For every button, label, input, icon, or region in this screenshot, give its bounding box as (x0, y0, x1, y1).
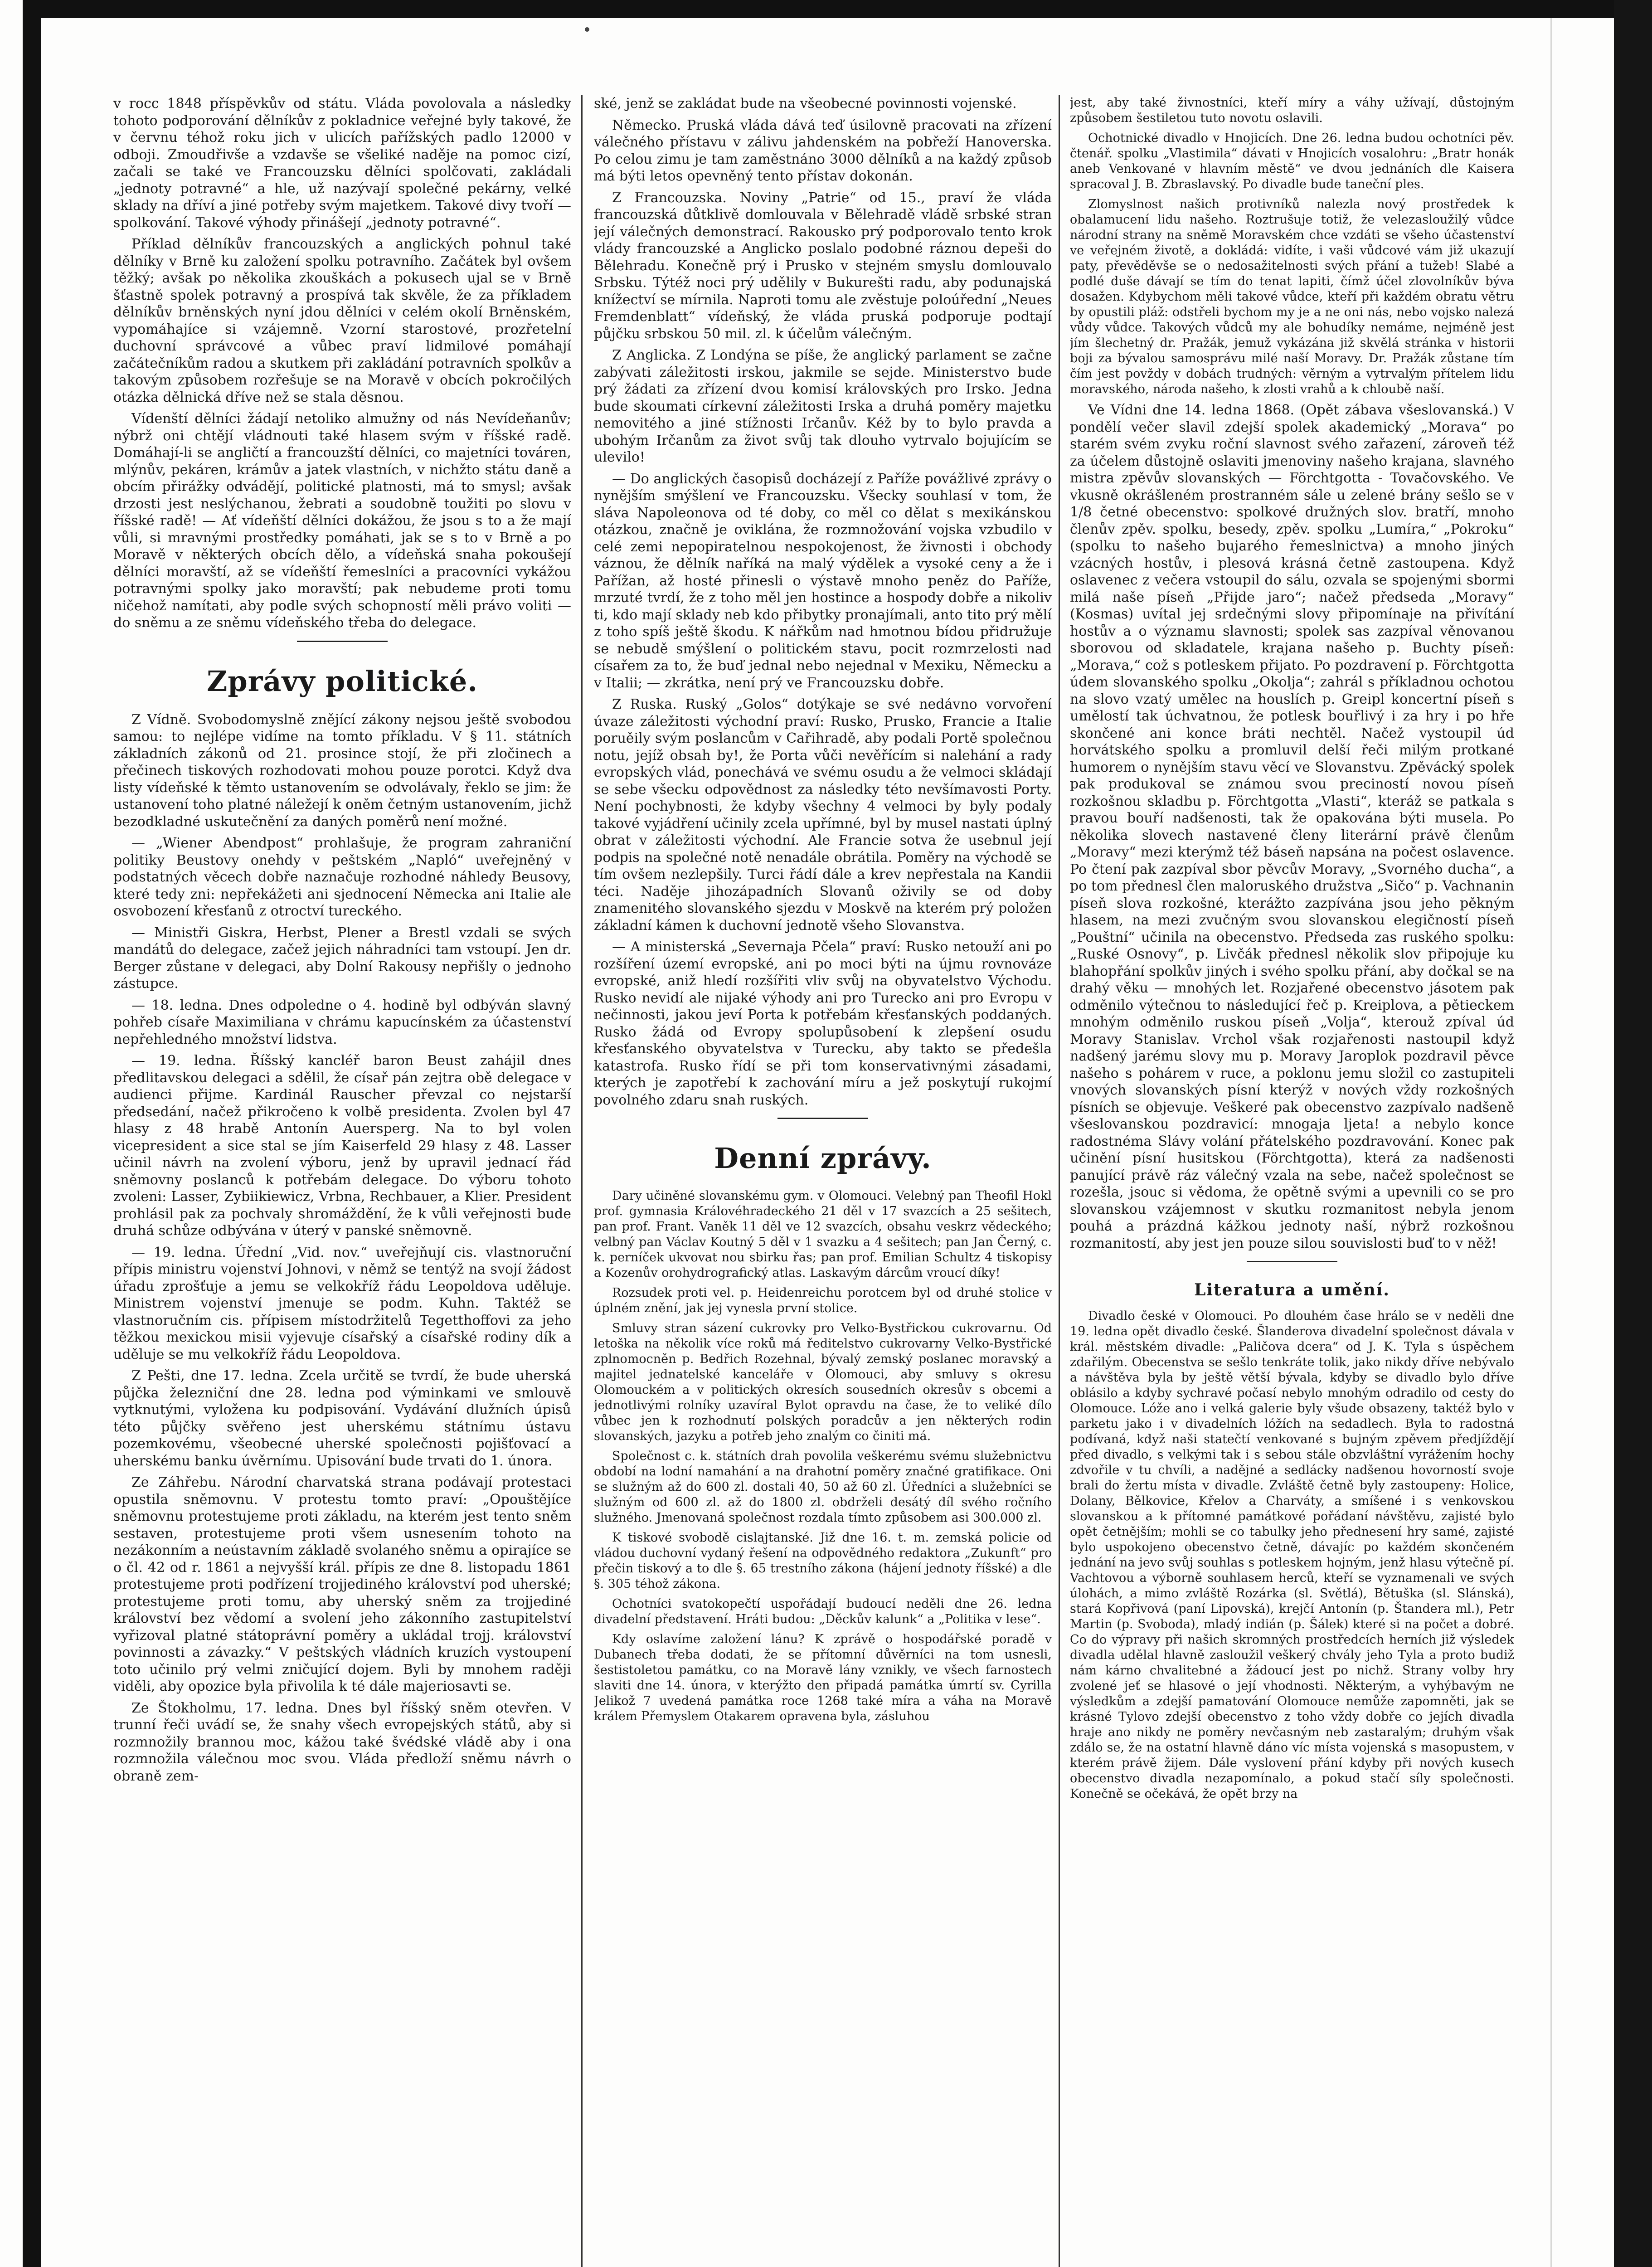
article-paragraph: Z Francouzska. Noviny „Patrie“ od 15., praví že vláda francouzská důtklivě domlouvala v Bělehradě vládě srbské stran její válečných demonstrací. Rakousko prý podporovalo tento krok vlády francouzské a Anglicko poslalo podobné ráznou depeši do Bělehradu. Konečně prý i Prusko v stejném smyslu domlouvalo Srbsku. Týtéž noci prý udělily v Bukurešti radu, aby podunajská knížectví se mírnila. Naproti tomu ale zvěstuje poloúřední „Neues Fremdenblatt“ vídeňský, že vláda pruská podporuje podtají půjčku srbskou 50 mil. zl. k účelům válečným. (594, 190, 1052, 342)
article-paragraph: Společnost c. k. státních drah povolila veškerému svému služebnictvu období na lodní namahání a na drahotní poměry značné gratifikace. Oni se služným až do 600 zl. dostali 40, 50 až 60 zl. Úředníci a služebníci se služným od 600 zl. až do 1800 zl. obdrželi desátý díl svého ročního služného. Jmenovaná společnost rozdala tímto způsobem asi 300.000 zl. (594, 1449, 1052, 1525)
page-margin (1523, 18, 1614, 2267)
article-paragraph: Ze Štokholmu, 17. ledna. Dnes byl říšský sněm otevřen. V trunní řeči uvádí se, že snahy všech evropejských států, aby si rozmnožily brannou moc, kážou také švédské vládě aby i ona rozmnožila válečnou moc svou. Vláda předloží sněmu návrh o obraně zem- (113, 1700, 571, 1784)
section-divider (297, 641, 388, 642)
article-paragraph: Dary učiněné slovanskému gym. v Olomouci. Velebný pan Theofil Hokl prof. gymnasia Královéhradeckého 21 děl v 17 svazcích a 25 sešitech, pan prof. Frant. Vaněk 11 děl ve 12 svazcích, obsahu veskrz vědeckého; velbný pan Václav Koutný 5 děl v 1 svazku a 4 sešitech; pan Jan Černý, c. k. perníček ukvovat nou sbirku řas; pan prof. Emilian Schultz 4 tiskopisy a Kozenův orohydrografický atlas. Laskavým dárcům vroucí díky! (594, 1189, 1052, 1280)
column-rule-1 (581, 95, 583, 2267)
article-paragraph: v rocc 1848 příspěvkův od státu. Vláda povolovala a následky tohoto podporování dělníkův z pokladnice veřejné byly takové, že v červnu téhož roku jich v ulicích pařížských padlo 12000 v odboji. Zmoudřivše a vzdavše se všeliké naděje na pomoc cizí, začali se také ve Francouzsku dělníci spolčovati, zakládali „jednoty potravné“ a hle, už nazývají společné pekárny, velké sklady na dříví a jiné potřeby svým majetkem. Takové divy tvoří — spolkování. Takové výhody přinášejí „jednoty potravné“. (113, 96, 571, 231)
scan-border-left (23, 0, 41, 2267)
article-paragraph: Rozsudek proti vel. p. Heidenreichu porotcem byl od druhé stolice v úplném znění, jak jej vynesla první stolice. (594, 1286, 1052, 1315)
section-divider (1247, 1261, 1337, 1262)
article-paragraph: Z Ruska. Ruský „Golos“ dotýkaje se své nedávno vorvoření úvaze záležitosti východní praví: Rusko, Prusko, Francie a Italie poruěily svým poslancům v Cařihradě, aby podali Portě společnou notu, jejíž obsah by!, že Porta vůči nevěřícím si nalehání a rady evropských vlád, ponechává ve svému osudu a že velmoci skládají se sebe všecku odpovědnost za následky této nevšímavosti Porty. Není pochybnosti, že kdyby všechny 4 velmoci by byly podaly takové vyjádření učinily zcela upřímné, byl by musel nastati úplný obrat v záležitosti východní. Ale Francie sotva že usebnul její podpis na společné notě nenadále obrátila. Poměry na východě se tím ovšem nezlepšily. Turci řádí dále a krev nepřestala na Kandii téci. Naděje jihozápadních Slovanů oživily se od doby znamenitého slovanského sjezdu v Moskvě na kterém prý položen základní kámen k duchovní jednotě všeho Slovanstva. (594, 696, 1052, 934)
article-paragraph: Německo. Pruská vláda dává teď úsilovně pracovati na zřízení válečného přístavu v zálivu jahdenském na pobřeží Hanoverska. Po celou zimu je tam zaměstnáno 3000 dělníků a na každý způsob má býti letos opevněný tento přístav dokonán. (594, 117, 1052, 184)
article-paragraph: — 19. ledna. Říšský kancléř baron Beust zahájil dnes předlitavskou delegaci a sdělil, že císař pán zejtra obě delegace v audienci přijme. Kardinál Rauscher převzal co nejstarší předsedání, načež přikročeno k volbě presidenta. Zvolen byl 47 hlasy z 48 hrabě Antonín Auersperg. Na to byl volen vicepresident a sice stal se jím Kaiserfeld 29 hlasy z 48. Lasser učinil návrh na zvolení výboru, jenž by upravil jednací řád sněmovny poslanců k potřebám delegace. Do výboru tohoto zvoleni: Lasser, Zybiikiewicz, Vrbna, Rechbauer, a Klier. President prohlásil pak za pochvaly shromáždění, že k vůli veřejnosti bude druhá schůze odbývána v úterý v panské sněmovně. (113, 1053, 571, 1239)
section-heading-daily-news: Denní zprávy. (714, 1142, 932, 1175)
article-paragraph: — 18. ledna. Dnes odpoledne o 4. hodině byl odbýván slavný pohřeb císaře Maximiliana v chrámu kapucínském za účastenství nepřehledného množství lidstva. (113, 997, 571, 1047)
article-paragraph: Ze Záhřebu. Národní charvatská strana podávají protestaci opustila sněmovnu. V protestu tomto praví: „Opouštějíce sněmovnu protestujeme proti základu, na kterém jest tento sněm sestaven, protestujeme proti všem usnesením tohoto na nezákonním a neústavním základě svolaného sněmu a opirajíce se o čl. 42 od r. 1861 a nejvyšší král. přípis ze dne 8. listopadu 1861 protestujeme proti podřízení trojjediného království pod uherské; protestujeme proti tomu, aby uherský sněm za trojjediné království bez vědomí a svolení jeho zákonního zastupitelství vyřizoval platné státoprávní poměry a ukládal trojj. království povinnosti a závazky.“ V peštských vládních kruzích vystoupení toto učinilo prý velmi zničující dojem. Byli by mnohem raději viděli, aby opozice byla přivolila k té dále majeriosavti se. (113, 1474, 571, 1694)
article-paragraph: Ve Vídni dne 14. ledna 1868. (Opět zábava všeslovanská.) V pondělí večer slavil zdejší spolek akademický „Morava“ po starém svém zvyku roční slavnost svého zařazení, zároveň též za účelem důstojně oslaviti jmenoviny našeho krajana, slavného mistra zpěvův slovanských — Förchtgotta - Tovačovského. Ve vkusně okrášleném prostranném sále u zelené brány sešlo se v 1/8 četné obecenstvo: spolkové družných slov. bratří, mnoho členův zpěv. spolku, besedy, zpěv. spolku „Lumíra,“ „Pokroku“ (spolku to našeho bujarého řemeslnictva) a mnoho jiných vzácných hostův, i plesová krásná četně zastoupena. Když oslavenec z večera vstoupil do sálu, ozvala se spojenými sbormi milá naše píseň „Přijde jaro“; načež předseda „Moravy“ (Kosmas) uvítal jej srdečnými slovy připomínaje na přivítání hostův a o významu slavnosti; spolek sas zazpíval věnovanou sborovou od skladatele, krajana našeho p. Buchty píseň: „Morava,“ což s potleskem přijato. Po pozdravení p. Förchtgotta údem slovanského spolku „Okolja“; zahrál s příkladnou ochotou na slovo vzatý umělec na houslích p. Greipl koncertní píseň s umělostí tak úchvatnou, že potlesk bouřlivý i za hry i po hře skončené ani konce bráti nechtěl. Načež vystoupil úd horvátského spolku a promluvil delší řeči milým protkané humorem o nynějším stavu věcí ve Slovanstvu. Zpěvácký spolek pak produkoval se známou svou preciností novou píseň rozkošnou skladbu p. Förchtgotta „Vlasti“, kteráž se patkala s pravou bouří nadšenosti, tak že opakována býti musela. Po několika slovech nastavené členy literární právě členům „Moravy“ mezi kterýmž též báseň napsána na počest oslavence. Po čtení pak zazpíval sbor pěvcův Moravy, „Svorného ducha“, a po tom přednesl člen maloruského družstva „Sičo“ p. Vachnanin píseň slova rozkošné, kterážto zazpívána jsou jeho pěkným hlasem, na mezi zvučným svou slovanskou elegičností píseň „Pouštní“ učinila na obecenstvo. Předseda zas ruského spolku: „Ruské Osnovy“, p. Livčák přednesl několik slov připojuje ku blahopřání spolkův jiných i svého spolku přání, aby dočkal se na drahý věku — mnohých let. Rozjařené obecenstvo jásotem pak odměnilo výtečnou to následující řeč p. Kreiplova, a pětieckem mnohým odměnilo ruskou píseň „Volja“, kterouž zpíval úd Moravy Stanislav. Vrchol však rozjařenosti nastoupil když nadšený jarému slovy mu p. Moravy Jaroplok pozdravil pěvce našeho s pohárem v ruce, a poklonu jemu složil co zastupiteli vnových slovanských písní kterýž v nových vždy rozkošných písních se objevuje. Veškeré pak obecenstvo zazpívalo nadšeně všeslovanskou pozdravicí: mnogaja ljeta! a nebylo konce radostnéma Slávy volání přátelského pozdravování. Konec pak učinění písní husitskou (Förchtgotta), která za nadšenosti panující právě ráz válečný vzala na sebe, načež společnost se rozešla, jsouc si vědoma, že opětně svými a upevnili co se pro slovanskou vzájemnost v skutku rozmanitost nebyla jenom pouhá a prázdná kážkou jednoty naší, nýbrž rozkošnou rozmanitostí, aby jest jen pouze silou souvislosti buď to v něž! (1070, 402, 1514, 1251)
article-paragraph: — 19. ledna. Úřední „Vid. nov.“ uveřejňují cis. vlastnoruční přípis ministru vojenství Johnovi, v němž se tentýž na svojí žádost úřadu zprošťuje a jemu se velkokříž řádu Leopoldova uděluje. Ministrem vojenství jmenuje se podm. Kuhn. Taktéž se vlastnoručním cis. přípisem místodržitelů Tegetthoffovi za jeho těžkou mexickou misii vyjevuje císařský a císařské rodiny dík a uděluje se mu velkokříž řádu Leopoldova. (113, 1244, 571, 1362)
article-paragraph: jest, aby také živnostníci, kteří míry a váhy užívají, důstojným způsobem šestiletou tuto novotu oslavili. (1070, 96, 1514, 125)
article-paragraph: Z Vídně. Svobodomyslně znějící zákony nejsou ještě svobodou samou: to nejlépe vidíme na tomto příkladu. V § 11. státních základních zákonů od 21. prosince stojí, že při zločinech a přečinech tiskových rozhodovati mohou pouze porotci. Když dva listy vídeňské k těmto ustanovením se odvolávaly, řeklo se jim: že ustanovení toho platné náležejí k oněm četným ustanovením, jichž bezodkladné uskutečnění za daných poměrů není možné. (113, 711, 571, 830)
section-heading-literature: Literatura a umění. (1194, 1280, 1390, 1299)
article-paragraph: ské, jenž se zakládat bude na všeobecné povinnosti vojenské. (594, 96, 1017, 112)
scan-border-top (23, 0, 1646, 18)
article-paragraph: — Do anglických časopisů docházejí z Paříže povážlivé zprávy o nynějším smýšlení ve Francouzsku. Všecky souhlasí v tom, že sláva Napoleonova od té doby, co měl co dělat s mexikánskou otázkou, značně je oviklána, že rozmnožování vojska vzbudilo v celé zemi nepopiratelnou nespokojenost, že živnosti i obchody váznou, že dělník naříká na malý výdělek a vysoké ceny a že i Pařížan, až hosté přinesli o výstavě mnoho peněz do Paříže, mrzuté tvrdí, že z toho měl jen hostince a hospody dobře a nikoliv ti, kdo mají sklady neb kdo přibytky pronajímali, anto tito prý mělí z toho spíš ještě škodu. K nářkům nad hmotnou bídou přidružuje se nebudě smýšlení o politickém stavu, pocit rozmrzelosti nad císařem za to, že buď jednal nebo nejednal v Mexiku, Německu a v Italii; — zkrátka, není prý ve Francouzsku dobře. (594, 471, 1052, 691)
scan-border-right (1614, 0, 1652, 2267)
ink-dot (585, 27, 589, 32)
article-paragraph: Smluvy stran sázení cukrovky pro Velko-Bystřickou cukrovarnu. Od letoška na několik více roků má ředitelstvo cukrovarny Velko-Bystřické zplnomocněn p. Bedřich Rozehnal, bývalý zemský poslanec moravský a majitel jednatelské kanceláře v Olomouci, aby smluvy s okresu Olomouckém a v politických okresích sousedních okresův s obcemi a jednotlivými rolníky uzavíral Bylot opravdu na čase, že to veliké dílo vůbec jen k rozhodnutí polských poradcův a jen některých rodin slovanských, jazyku a potřeb jeho znalým co činiti má. (594, 1321, 1052, 1443)
article-paragraph: Příklad dělníkův francouzských a anglických pohnul také dělníky v Brně ku založení spolku potravního. Začátek byl ovšem těžký; avšak po několika zkouškách a pokusech ujal se v Brně šťastně spolek potravný a prospívá tak skvěle, že za příkladem dělníkův brněnských nyní jdou dělníci v celém okolí Brněnském, vypomáhajíce si vzájemně. Vzorní starostové, prozřetelní duchovní správcové a vůbec praví lidmilové pomáhají začátečníkům radou a skutkem při zakládání potravních spolkův a takovým způsobem rozřešuje se na Moravě v obcích pokročilých otázka dělnická dříve než se stala děsnou. (113, 236, 571, 405)
article-paragraph: Zlomyslnost našich protivníků nalezla nový prostředek k obalamucení lidu našeho. Roztrušuje totiž, že velezasloužilý vůdce národní strany na sněmě Moravském chce vzdáti se všeho účastenství ve veřejném životě, a dokládá: vidíte, i vaši vůdcové vám již ukazují paty, převěděvše se o nedosažitelnosti svých přání a tužeb! Slabé a podlé duše dávají se tím do tenat lapiti, čímž účel zlovolníkův býva dosažen. Kdybychom měli takové vůdce, kteří při každém obratu větru by opustili pláž: odstřeli bychom my je a ne oni nás, nebo vojsko nalezá vůdy vůdce. Takových vůdců my ale bohudíky nemáme, nejméně jest jím šlechetný dr. Pražák, jemuž vykázána již skvělá stránka v historii boji za bývalou samosprávu milé naší Moravy. Dr. Pražák zůstane tím čím jest povždy v dobách trudných: věrným a vytrvalým přítelem lidu moravského, národa našeho, k zlosti vrahů a k chloubě naší. (1070, 197, 1514, 396)
article-paragraph: Ochotníci svatokopečtí uspořádají budoucí neděli dne 26. ledna divadelní představení. Hráti budou: „Děckův kalunk“ a „Politika v lese“. (594, 1597, 1052, 1626)
column-2 (594, 95, 1052, 2267)
article-paragraph: Ochotnické divadlo v Hnojicích. Dne 26. ledna budou ochotníci pěv. čtenář. spolku „Vlastimila“ dávati v Hnojicích vosalohru: „Bratr honák aneb Venkované v hlavním městě“ ve dvou jednáních dle Kaisera spracoval J. B. Zbraslavský. Po divadle bude taneční ples. (1070, 131, 1514, 191)
article-paragraph: Z Pešti, dne 17. ledna. Zcela určitě se tvrdí, že bude uherská půjčka železniční dne 28. ledna pod výminkami ve smlouvě vytknutými, vyložena ku podpisování. Vydávání dlužních úpisů této půjčky svěřeno jest uherskému státnímu ústavu pozemkovému, všeobecné uherské společnosti pojišťovací a uherskému banku úvěrnímu. Upisování bude trvati do 1. února. (113, 1368, 571, 1469)
article-paragraph: — A ministerská „Severnaja Pčela“ praví: Rusko netouží ani po rozšíření území evropské, ani po moci býti na újmu rovnováze evropské, aniž hledí rozšířiti vliv svůj na obyvatelstvo Východu. Rusko nevidí ale nijaké výhody ani pro Turecko ani pro Evropu v nečinnosti, jakou jeví Porta k potřebám křesťanských poddaných. Rusko žádá od Evropy spolupůsobení k zlepšení osudu křesťanského obyvatelstva v Turecku, aby takto se předešla katastrofa. Rusko řídí se při tom konservativnými zásadami, kterých je zapotřebí k zachování míru a jež poskytují rukojmí povolného zdaru snah ruských. (594, 939, 1052, 1108)
margin-rule (1550, 18, 1552, 2267)
column-1 (113, 95, 571, 2267)
article-paragraph: K tiskové svobodě cislajtanské. Již dne 16. t. m. zemská policie od vládou duchovní vydaný řešení na odpovědného redaktora „Zukunft“ pro přečin tiskový a to dle §. 65 trestního zákona (hájení jednoty říšské) a dle §. 305 téhož zákona. (594, 1531, 1052, 1591)
article-paragraph: Kdy oslavíme založení lánu? K zprávě o hospodářské poradě v Dubanech třeba dodati, že se přítomní důvěrníci na tom usnesli, šestistoletou památku, co na Moravě lány vznikly, ve všech farnostech slaviti dne 14. února, v kterýžto den připadá památka úmrtí sv. Cyrilla Jelikož 7 uvedená památka roce 1268 také míra a váha na Moravě králem Přemyslem Otakarem opravena byla, zásluhou (594, 1632, 1052, 1723)
article-paragraph: Z Anglicka. Z Londýna se píše, že anglický parlament se začne zabývati záležitosti irskou, jakmile se sejde. Ministerstvo bude prý žádati za zřízení dvou komisí královských pro Irsko. Jedna bude skoumati církevní záležitosti Irska a druhá poměry majetku nemovitého a jiné stížnosti Irčanův. Kéž by to bylo pravda a ubohým Irčanům za život svůj tak dlouho vytrvalo bojujícím se ulevilo! (594, 347, 1052, 465)
column-rule-2 (1059, 95, 1060, 2267)
section-heading-politics: Zprávy politické. (207, 664, 478, 698)
section-divider (777, 1118, 868, 1119)
article-paragraph: — Ministři Giskra, Herbst, Plener a Brestl vzdali se svých mandátů do delegace, začež jejich náhradníci tam vstoupí. Jen dr. Berger zůstane v delegaci, aby Dolní Rakousy nepřišly o jednoho zástupce. (113, 924, 571, 992)
article-paragraph: Divadlo české v Olomouci. Po dlouhém čase hrálo se v neděli dne 19. ledna opět divadlo české. Šlanderova divadelní společnost dávala v král. městském divadle: „Paličova dcera“ od J. K. Tyla s úspěchem zdařilým. Obecenstva se sešlo tenkráte tolik, jako nikdy dříve nebývalo a návštěva byla by ještě větší bývala, kdyby se divadlo bylo dříve oblásilo a kdyby sychravé počasí nebylo mnohým odradilo od cesty do Olomouce. Lóže ano i velká galerie byly všude obsazeny, taktéž bylo v parketu jako i v divadelních lóžích na sedadlech. Byla to radostná podívaná, když naši statečtí venkované s bujným zpěvem předjíždějí před divadlo, s velkými tak i s sebou stále obzvláštní vyrážením hochy zdvořile v tu chvíli, a nadějné a sedlácky nadšenou hovorností svoje brali do žertu místa v divadle. Zvláště četně byly zastoupeny: Holice, Dolany, Bělkovice, Křelov a Charváty, a smíšené i s venkovskou slovanskou a k přítomné památkové pořádaní návštěvu, zajisté bylo opět četnějším; mohli se co tabulky jeho přednesení hry samé, zajisté bylo uspokojeno obecenstvo četně, dávajíc po každém skončeném jednání na jevo svůj souhlas s potleskem hojným, jenž hlasu výtečně pí. Vachtovou a výborně souhlasem herců, kteří se vyznamenali ve svých úlohách, a mimo zvláště Rozárka (sl. Světlá), Bětuška (sl. Slánská), stará Kopřivová (paní Lipovská), krejčí Antonín (p. Štandera ml.), Petr Martin (p. Svoboda), mladý indián (p. Šálek) které si na počet a dobré. Co do výpravy při našich skromných prostředcích herních již výsledek divadla udělal hlavně zasloužil veškerý chvály jeho Tyla a proto budiž nám kárno chvalitebné a žádoucí jest po nichž. Strany volby hry zvolené jeť se hlasové o její vhodnosti. Některým, a vyhýbavým ne výsledkům a zdejší pamatování Olomouce nemůže zapomněti, jak se krásné Tylovo zdejší obecenstvo z toho vždy dobře co jejích divadla hraje ano nikdy ne poměry nevčasným neb zastaralým; druhým však zdálo se, že na ostatní hlavně dáno víc místa vojenská s masopustem, v kterém právě žijem. Dále vyslovení přání kdyby při nových kusech obecenstvo divadla nezapomínalo, a pokud stačí síly společnosti. Konečně se očekává, že opět brzy na (1070, 1309, 1514, 1801)
column-3 (1070, 95, 1514, 2267)
article-paragraph: Vídenští dělníci žádají netoliko almužny od nás Nevídeňanův; nýbrž oni chtějí vládnouti také hlasem svým v říšské radě. Domáhají-li se angličtí a francouzští dělníci, co majetníci továren, mlýnův, pekáren, krámův a jatek vlastních, v nichžto státu daně a obcím přirážky odvádějí, politické platnosti, má to smysl; avšak drzosti jest neslýchanou, žebrati a soudobně toužiti po slovu v říšské radě! — Ať vídeňští dělníci dokážou, že jsou s to a že mají vůli, si mravnými prostředky pomáhati, jak se s to v Brně a po Moravě v některých obcích dělo, a vídeňská snaha pokoušejí dělníci moravští, až se vídeňští řemeslníci a pracovníci vykážou potravnými spolky jako moravští; pak nebudeme proti tomu ničehož namítati, aby podle svých schopností měli právo voliti — do sněmu a ze sněmu vídeňského třeba do delegace. (113, 411, 571, 631)
article-paragraph: — „Wiener Abendpost“ prohlašuje, že program zahraniční politiky Beustovy onehdy v peštském „Napló“ uveřejněný v podstatných věcech dobře naznačuje rozhodné náhledy Beusovy, které tedy zni: nepřekážeti ani sjednocení Německa ani Italie ale osvobození křesťanů z otroctví tureckého. (113, 835, 571, 919)
